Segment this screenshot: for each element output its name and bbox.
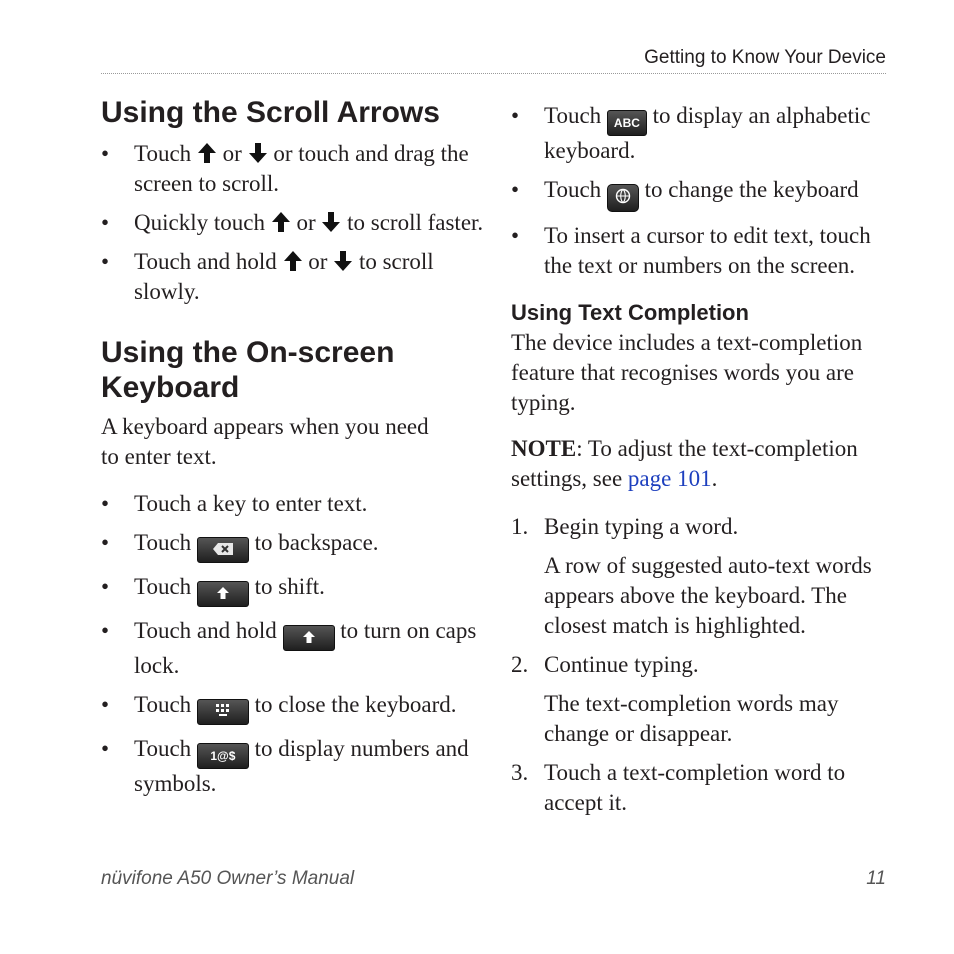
header-divider (101, 73, 886, 74)
bullet: • (101, 530, 110, 555)
abc-key-icon: ABC (607, 110, 647, 136)
text-completion-intro: The device includes a text-completion feature that recognises words you are typing. (511, 330, 863, 415)
bullet: • (511, 223, 520, 248)
list-item: • Touch a key to enter text. (101, 489, 486, 519)
list-item: • Touch to close the keyboard. (101, 690, 486, 725)
shift-key-icon (197, 581, 249, 607)
keyboard-list-continued (511, 101, 896, 281)
list-item: • Touch to backspace. (101, 528, 486, 563)
footer-page-number: 11 (866, 868, 886, 889)
arrow-down-icon (248, 142, 268, 164)
keyboard-list (101, 489, 486, 799)
arrow-up-icon (271, 211, 291, 233)
note: NOTE: To adjust the text-completion settings, see page 101. (511, 436, 858, 491)
step-number: 3. (511, 760, 529, 785)
list-item: 3. Touch a text-completion word to accept it. (511, 760, 846, 815)
arrow-down-icon (333, 250, 353, 272)
backspace-key-icon (197, 537, 249, 563)
section-title-onscreen-keyboard: Using the On-screen Keyboard (101, 336, 395, 404)
arrow-up-icon (197, 142, 217, 164)
section-title-scroll-arrows: Using the Scroll Arrows (101, 96, 440, 129)
close-keyboard-icon (197, 699, 249, 725)
left-column (101, 93, 486, 799)
scroll-arrows-list (101, 139, 486, 307)
list-item: • Touch and hold to turn on caps lock. (101, 618, 477, 678)
step-number: 2. (511, 652, 529, 677)
arrow-down-icon (321, 211, 341, 233)
right-column (511, 93, 896, 818)
symbols-key-icon: 1@$ (197, 743, 249, 769)
footer-manual-title: nüvifone A50 Owner’s Manual (101, 868, 355, 889)
change-keyboard-icon (607, 184, 639, 212)
bullet: • (511, 177, 520, 202)
arrow-up-icon (283, 250, 303, 272)
list-item: • Touch or or touch and drag the screen to scroll. (101, 141, 469, 196)
list-item: 2. Continue typing. The text-completion words may change or disappear. (511, 652, 839, 746)
text-completion-steps (511, 512, 896, 818)
bullet: • (101, 249, 110, 274)
bullet: • (101, 141, 110, 166)
list-item: • To insert a cursor to edit text, touch the text or numbers on the screen. (511, 223, 871, 278)
list-item: • Touch ABC to display an alphabetic keyboard. (511, 103, 871, 163)
page-101-link[interactable]: page 101 (627, 466, 712, 491)
bullet: • (101, 618, 110, 643)
list-item: • Touch and hold or to scroll slowly. (101, 249, 434, 304)
running-head: Getting to Know Your Device (644, 47, 886, 68)
list-item: • Quickly touch or to scroll faster. (101, 208, 486, 238)
step-number: 1. (511, 514, 529, 539)
bullet: • (101, 210, 110, 235)
note-label: NOTE (511, 436, 577, 461)
keyboard-intro: A keyboard appears when you need to enter text. (101, 414, 429, 469)
list-item: • Touch to change the keyboard (511, 175, 896, 212)
section-title-text-completion: Using Text Completion (511, 300, 749, 325)
caps-lock-key-icon (283, 625, 335, 651)
bullet: • (101, 491, 110, 516)
bullet: • (101, 736, 110, 761)
bullet: • (101, 574, 110, 599)
bullet: • (511, 103, 520, 128)
list-item: • Touch to shift. (101, 572, 486, 607)
bullet: • (101, 692, 110, 717)
list-item: • Touch 1@$ to display numbers and symbols. (101, 736, 469, 796)
list-item: 1. Begin typing a word. A row of suggested auto-text words appears above the keyboard. The closest match is highlighted. (511, 514, 872, 638)
